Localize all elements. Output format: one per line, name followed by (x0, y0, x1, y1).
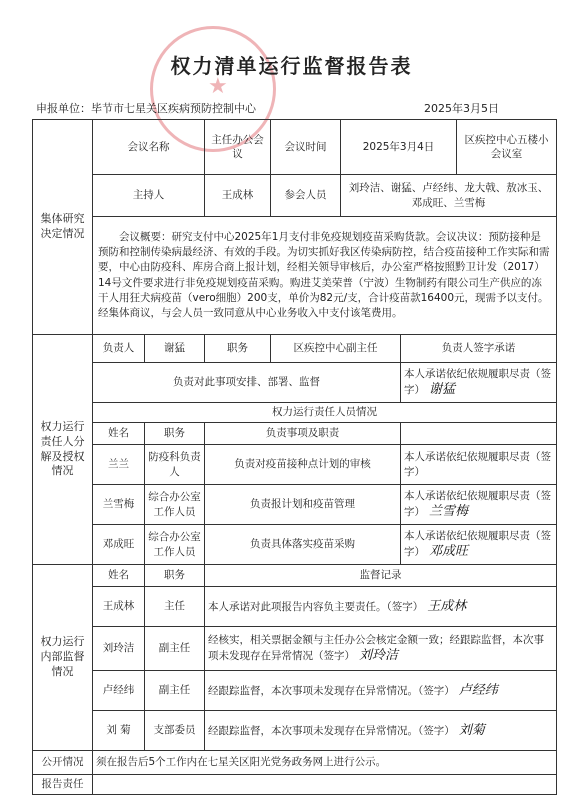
public-row (33, 751, 557, 775)
sup-record-cell (205, 627, 557, 671)
staff-col-position: 职务 (145, 423, 205, 445)
chief-position-label: 职务 (205, 335, 271, 363)
meeting-place-value-text: 区疾控中心五楼小会议室 (464, 133, 549, 160)
meeting-name-label: 会议名称 (93, 120, 205, 175)
host-label: 主持人 (93, 175, 205, 217)
staff-pledge-cell (401, 525, 557, 565)
chief-row (33, 335, 557, 363)
public-value: 须在报告后5个工作内在七星关区阳光党务政务网上进行公示。 (93, 751, 557, 775)
unit-line (36, 100, 256, 116)
sup-name: 刘玲洁 (93, 627, 145, 671)
staff-signature: 邓成旺 (429, 543, 469, 559)
staff-pledge: 本人承诺依纪依规履职尽责（签字） (404, 529, 551, 558)
supervision-row (33, 587, 557, 627)
sup-record: 经跟踪监督，本次事项未发现存在异常情况。（签字） (208, 684, 455, 697)
meeting-time-value: 2025年3月4日 (341, 120, 457, 175)
supervision-section-label: 权力运行内部监督情况 (33, 565, 93, 751)
staff-title: 权力运行责任人员情况 (93, 403, 557, 423)
chief-name: 谢猛 (145, 335, 205, 363)
collective-section-label: 集体研究决定情况 (33, 120, 93, 335)
chief-signature: 谢猛 (429, 381, 456, 397)
sup-signature: 刘菊 (458, 722, 485, 738)
staff-col-name: 姓名 (93, 423, 145, 445)
sup-name: 卢经纬 (93, 671, 145, 711)
reporter-row (33, 775, 557, 795)
sup-record: 本人承诺对此项报告内容负主要责任。（签字） (208, 600, 424, 613)
staff-name: 邓成旺 (93, 525, 145, 565)
staff-col-duty: 负责事项及职责 (205, 423, 401, 445)
sup-position: 副主任 (145, 671, 205, 711)
chief-duty-row (33, 363, 557, 403)
host-value: 王成林 (205, 175, 271, 217)
meeting-summary: 会议概要：研究支付中心2025年1月支付非免疫规划疫苗采购货款。会议决议：预防接种是预防和控制传染病最经济、有效的手段。为切实抓好我区传染病防控，结合疫苗接种工作实际和需要，中心由防疫科、库房合商上报计划，经相关领导审核后，办公室严格按照黔卫计发（2017）14号文件要求进行非免疫规划疫苗采购。购进艾美荣普（宁波）生物制药有限公司生产供应的冻干人用狂犬病疫苗（vero细胞）200支，单价为82元/支，合计疫苗款16400元，现需予以支付。经集体商议，与会人员一致同意从中心业务收入中支付该笔费用。 (93, 217, 557, 335)
sign-header: 负责人签字承诺 (401, 335, 557, 363)
staff-duty: 负责具体落实疫苗采购 (205, 525, 401, 565)
meeting-row (33, 120, 557, 175)
staff-duty: 负责对疫苗接种点计划的审核 (205, 445, 401, 485)
staff-pledge-cell (401, 485, 557, 525)
sup-record-cell (205, 587, 557, 627)
report-table (32, 119, 557, 795)
page-title: 权力清单运行监督报告表 (170, 54, 413, 78)
report-date: 2025年3月5日 (424, 102, 499, 115)
sup-col-name: 姓名 (93, 565, 145, 587)
attendees-value: 刘玲洁、谢猛、卢经纬、龙大戟、敖冰玉、邓成旺、兰雪梅 (341, 175, 557, 217)
staff-signature: 兰雪梅 (429, 503, 469, 519)
staff-title-row (33, 403, 557, 423)
meeting-name-value: 主任办公会议 (205, 120, 271, 175)
summary-row (33, 217, 557, 335)
attendees-label: 参会人员 (271, 175, 341, 217)
unit-label: 申报单位： (36, 102, 91, 115)
staff-col-blank (401, 423, 557, 445)
sup-name: 刘 菊 (93, 711, 145, 751)
supervision-row (33, 711, 557, 751)
responsibility-section-label: 权力运行责任人分解及授权情况 (33, 335, 93, 565)
staff-duty: 负责报计划和疫苗管理 (205, 485, 401, 525)
sup-record-cell (205, 711, 557, 751)
host-row (33, 175, 557, 217)
sup-position: 主任 (145, 587, 205, 627)
reporter-label: 报告责任 (33, 775, 93, 795)
supervision-header-row (33, 565, 557, 587)
staff-pledge-cell (401, 445, 557, 485)
reporter-value (93, 775, 557, 795)
staff-position: 防疫科负责人 (145, 445, 205, 485)
chief-duty: 负责对此事项安排、部署、监督 (93, 363, 401, 403)
meeting-time-label: 会议时间 (271, 120, 341, 175)
sup-signature: 卢经纬 (458, 682, 498, 698)
staff-row (33, 485, 557, 525)
seal-star-icon: ★ (208, 74, 228, 99)
sup-name: 王成林 (93, 587, 145, 627)
staff-row (33, 445, 557, 485)
sup-record: 经跟踪监督，本次事项未发现存在异常情况。（签字） (208, 724, 455, 737)
staff-header-row (33, 423, 557, 445)
supervision-row (33, 671, 557, 711)
staff-position: 综合办公室工作人员 (145, 485, 205, 525)
sup-col-position: 职务 (145, 565, 205, 587)
sup-record-cell (205, 671, 557, 711)
staff-row (33, 525, 557, 565)
sup-signature: 王成林 (427, 598, 467, 614)
sup-col-record: 监督记录 (205, 565, 557, 587)
chief-pledge: 本人承诺依纪依规履职尽责（签字） (404, 367, 551, 396)
staff-position: 综合办公室工作人员 (145, 525, 205, 565)
sup-position: 副主任 (145, 627, 205, 671)
sup-position: 支部委员 (145, 711, 205, 751)
staff-pledge: 本人承诺依纪依规履职尽责（签字） (404, 489, 551, 518)
chief-pledge-cell (401, 363, 557, 403)
chief-position: 区疾控中心副主任 (271, 335, 401, 363)
supervision-row (33, 627, 557, 671)
staff-pledge: 本人承诺依纪依规履职尽责（签字） (404, 451, 551, 478)
sup-signature: 刘玲洁 (359, 647, 399, 663)
public-label: 公开情况 (33, 751, 93, 775)
sup-record: 经核实，相关票据金额与主任办公会核定金额一致；经跟踪监督，本次事项未发现存在异常情况（签字） (208, 633, 544, 662)
unit-value: 毕节市七星关区疾病预防控制中心 (91, 102, 256, 115)
chief-label: 负责人 (93, 335, 145, 363)
staff-name: 兰雪梅 (93, 485, 145, 525)
meeting-place-value (457, 120, 557, 175)
staff-name: 兰兰 (93, 445, 145, 485)
